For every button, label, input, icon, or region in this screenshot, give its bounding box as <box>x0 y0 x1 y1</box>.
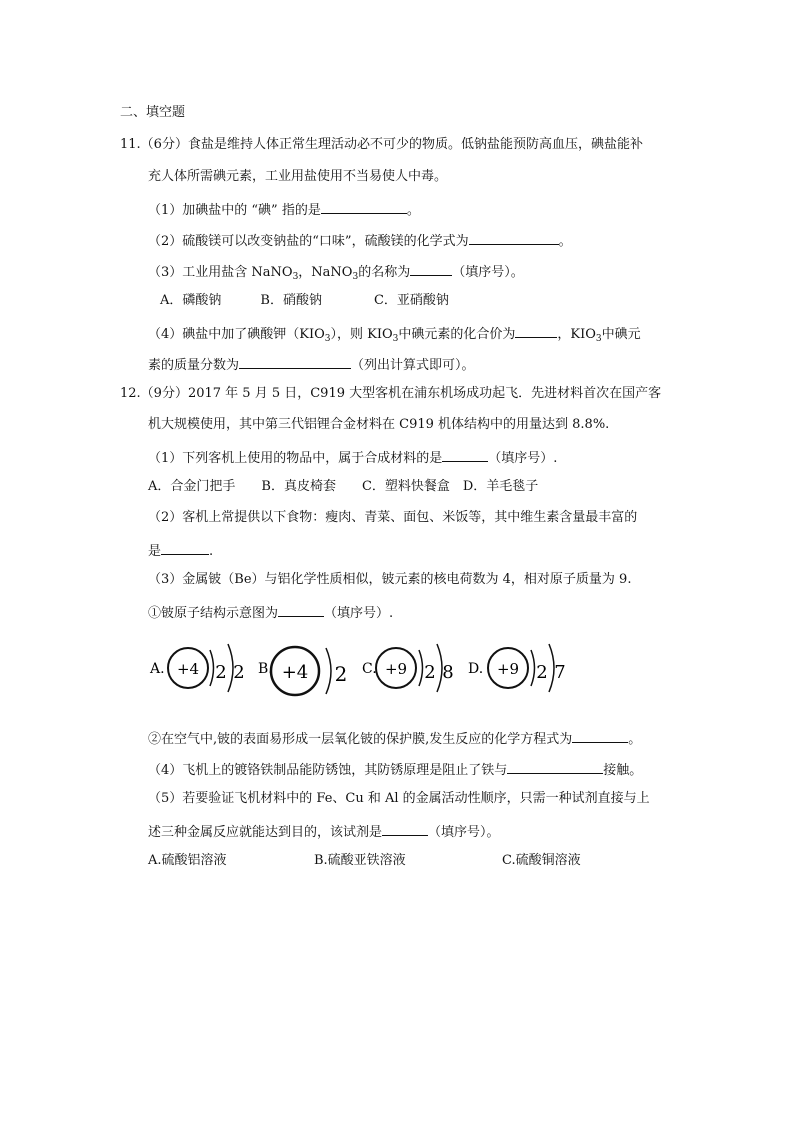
atom-structure-diagrams <box>148 638 708 708</box>
q11-part3-options: A．磷酸钠 B．硝酸钠 C．亚硝酸钠 <box>160 293 449 308</box>
atom-diagrams-svg <box>148 638 708 708</box>
atom-option-d[interactable] <box>468 644 566 692</box>
shell-electron-count: 2 <box>536 662 548 683</box>
q11-part2 <box>148 230 572 248</box>
atom-option-label: D. <box>468 661 484 677</box>
q12-part3-sub2-blank[interactable] <box>572 728 628 743</box>
subscript: 3 <box>324 334 331 344</box>
q12-part2: （2）客机上常提供以下食物：瘦肉、青菜、面包、米饭等，其中维生素含量最丰富的 <box>148 510 638 525</box>
q11-stem-line2: 充人体所需碘元素，工业用盐使用不当易使人中毒。 <box>148 169 448 184</box>
electron-shell-arc <box>419 650 423 686</box>
electron-shell-arc <box>326 648 331 694</box>
q11-part1 <box>148 199 420 217</box>
q11-part4-text-e: 中碘元 <box>601 327 641 342</box>
q11-part3-text-b: ，NaNO <box>298 265 353 280</box>
q12-part1-text: （1）下列客机上使用的物品中，属于合成材料的是 <box>148 451 443 466</box>
q12-part3: （3）金属铍（Be）与铝化学性质相似，铍元素的核电荷数为 4，相对原子质量为 9. <box>148 572 632 587</box>
shell-electron-count: 8 <box>442 662 454 683</box>
electron-shell-arc <box>549 644 554 692</box>
shell-electron-count: 2 <box>424 662 436 683</box>
q12-stem-line1: 12.（9分）2017 年 5 月 5 日，C919 大型客机在浦东机场成功起飞．先进材料首次在国产客 <box>120 386 662 401</box>
shell-electron-count: 2 <box>215 662 227 683</box>
atom-option-label: B. <box>258 661 273 677</box>
q12-part5-end: （填序号）。 <box>428 825 500 840</box>
q11-part4-line2-end: （列出计算式即可）。 <box>351 358 475 373</box>
nucleus-charge: +4 <box>176 660 200 678</box>
q12-part3-sub1-end: （填序号）. <box>324 606 394 621</box>
shell-electron-count: 2 <box>233 662 245 683</box>
q12-part4-text: （4）飞机上的镀铬铁制品能防锈蚀，其防锈原理是阻止了铁与 <box>148 763 508 778</box>
q12-part5: （5）若要验证飞机材料中的 Fe、Cu 和 Al 的金属活动性顺序，只需一种试剂直接与上 <box>148 791 650 806</box>
q11-part4-text-b: ），则 KIO <box>330 327 393 342</box>
q12-part3-sub1-blank[interactable] <box>278 602 324 617</box>
q11-part3-text-a: （3）工业用盐含 NaNO <box>148 265 293 280</box>
q12-part5-option-b: B.硫酸亚铁溶液 <box>314 853 406 868</box>
subscript: 3 <box>292 272 299 282</box>
q11-part3 <box>148 261 524 282</box>
q11-part4-line2-text: 素的质量分数为 <box>148 358 240 373</box>
q12-part3-sub2-end: 。 <box>628 732 642 747</box>
electron-shell-arc <box>531 650 535 686</box>
q12-part2-end: . <box>209 544 214 559</box>
q11-part4-text-a: （4）碘盐中加了碘酸钾（KIO <box>148 327 325 342</box>
nucleus-charge: +4 <box>281 662 309 683</box>
q11-part3-blank[interactable] <box>410 261 452 276</box>
nucleus-charge: +9 <box>384 660 408 678</box>
shell-electron-count: 7 <box>554 662 566 683</box>
q12-part5-option-a: A.硫酸铝溶液 <box>148 853 227 868</box>
q11-part4 <box>148 323 641 344</box>
q11-part4-line2 <box>148 354 475 372</box>
q12-part2-line2-text: 是 <box>148 544 162 559</box>
atom-option-b[interactable] <box>258 647 347 695</box>
nucleus-charge: +9 <box>496 660 520 678</box>
q12-part2-line2 <box>148 540 213 558</box>
q11-part1-text: （1）加碘盐中的 “碘” 指的是 <box>148 203 321 218</box>
q11-part1-end: 。 <box>406 203 420 218</box>
q11-stem-line1: 11.（6分）食盐是维持人体正常生理活动必不可少的物质。低钠盐能预防高血压，碘盐能补 <box>120 137 643 152</box>
atom-option-c[interactable] <box>362 644 454 692</box>
atom-option-label: C. <box>362 661 377 677</box>
q12-part5-blank[interactable] <box>382 821 428 836</box>
q12-part3-sub2-text: ②在空气中,铍的表面易形成一层氧化铍的保护膜,发生反应的化学方程式为 <box>148 732 573 747</box>
q11-part3-end: （填序号）。 <box>452 265 524 280</box>
q12-part4-end: 接触。 <box>603 763 643 778</box>
section-title: 二、填空题 <box>120 105 186 120</box>
q12-part5-line2-text: 述三种金属反应就能达到目的，该试剂是 <box>148 825 383 840</box>
atom-option-label: A. <box>150 661 165 677</box>
q12-part1-options: A．合金门把手 B．真皮椅套 C．塑料快餐盒 D．羊毛毯子 <box>148 479 539 494</box>
electron-shell-arc <box>210 650 214 686</box>
q12-part3-sub2 <box>148 728 641 746</box>
q12-part2-blank[interactable] <box>161 540 209 555</box>
q11-part4-blank1[interactable] <box>515 323 557 338</box>
q11-part2-text: （2）硫酸镁可以改变钠盐的“口味”，硫酸镁的化学式为 <box>148 234 469 249</box>
q11-part4-blank2[interactable] <box>239 354 351 369</box>
q12-stem-line2: 机大规模使用，其中第三代铝锂合金材料在 C919 机体结构中的用量达到 8.8%. <box>148 417 610 432</box>
q12-part5-option-c: C.硫酸铜溶液 <box>502 853 581 868</box>
subscript: 3 <box>392 334 399 344</box>
subscript: 3 <box>595 334 602 344</box>
q12-part3-sub1 <box>148 602 393 620</box>
q11-part2-end: 。 <box>558 234 572 249</box>
q12-part1-end: （填序号）. <box>488 451 558 466</box>
atom-option-a[interactable] <box>149 644 245 692</box>
q11-part4-text-c: 中碘元素的化合价为 <box>398 327 516 342</box>
q11-part2-blank[interactable] <box>469 230 559 245</box>
q12-part5-line2 <box>148 821 500 839</box>
subscript: 3 <box>352 272 359 282</box>
q12-part4 <box>148 759 642 777</box>
q12-part1-blank[interactable] <box>442 447 488 462</box>
q12-part3-sub1-text: ①铍原子结构示意图为 <box>148 606 279 621</box>
q12-part1 <box>148 447 557 465</box>
electron-shell-arc <box>437 644 442 692</box>
shell-electron-count: 2 <box>334 662 348 686</box>
q11-part3-text-c: 的名称为 <box>358 265 411 280</box>
q12-part4-blank[interactable] <box>507 759 603 774</box>
q11-part1-blank[interactable] <box>321 199 407 214</box>
electron-shell-arc <box>228 644 233 692</box>
q11-part4-text-d: ，KIO <box>557 327 596 342</box>
